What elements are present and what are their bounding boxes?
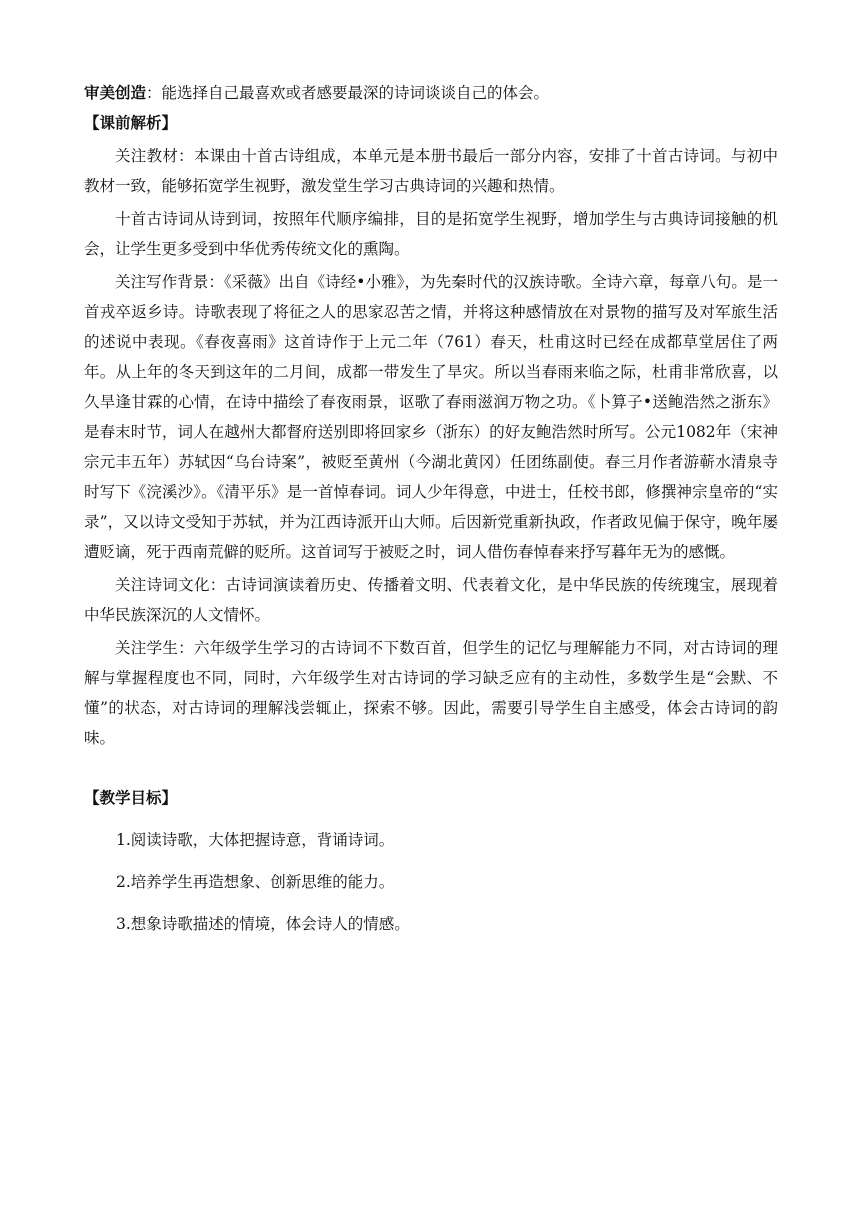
section-heading-teaching-goals: 【教学目标】	[84, 789, 178, 807]
aesthetic-creation-text: ：能选择自己最喜欢或者感要最深的诗词谈谈自己的体会。	[146, 84, 550, 102]
aesthetic-creation-label: 审美创造	[84, 84, 147, 102]
paragraph-background: 关注写作背景：《采薇》出自《诗经•小雅》，为先秦时代的汉族诗歌。全诗六章，每章八句。是一首戎卒返乡诗。诗歌表现了将征之人的思家忍苦之情，并将这种感情放在对景物的描写及对军旅生活的述说中表现。《春夜喜雨》这首诗作于上元二年（761）春天，杜甫这时已经在成都草堂居住了两年。从上年的冬天到这年的二月间，成都一带发生了旱灾。所以当春雨来临之际，杜甫非常欣喜，以久旱逢甘霖的心情，在诗中描绘了春夜雨景，讴歌了春雨滋润万物之功。《卜算子•送鲍浩然之浙东》是春末时节，词人在越州大都督府送别即将回家乡（浙东）的好友鲍浩然时所写。公元1082年（宋神宗元丰五年）苏轼因“乌台诗案”，被贬至黄州（今湖北黄冈）任团练副使。春三月作者游蕲水清泉寺时写下《浣溪沙》。《清平乐》是一首悼春词。词人少年得意，中进士，任校书郎，修撰神宗皇帝的“实录”，又以诗文受知于苏轼，并为江西诗派开山大师。后因新党重新执政，作者政见偏于保守，晚年屡遭贬谪，死于西南荒僻的贬所。这首词写于被贬之时，词人借伤春悼春来抒写暮年无为的感慨。	[84, 273, 778, 561]
section-heading-pre-lesson: 【课前解析】	[84, 114, 178, 132]
paragraph-poetry-culture: 关注诗词文化：古诗词演读着历史、传播着文明、代表着文化，是中华民族的传统瑰宝，展现着中华民族深沉的人文情怀。	[84, 576, 778, 624]
aesthetic-creation-line	[84, 78, 778, 108]
paragraph-ten-poems: 十首古诗词从诗到词，按照年代顺序编排，目的是拓宽学生视野，增加学生与古典诗词接触的机会，让学生更多受到中华优秀传统文化的熏陶。	[84, 210, 778, 258]
section-spacer	[84, 753, 778, 783]
teaching-goal-2: 2.培养学生再造想象、创新思维的能力。	[116, 873, 395, 891]
paragraph-textbook: 关注教材：本课由十首古诗组成，本单元是本册书最后一部分内容，安排了十首古诗词。与初中教材一致，能够拓宽学生视野，激发堂生学习古典诗词的兴趣和热情。	[84, 147, 778, 195]
teaching-goal-1: 1.阅读诗歌，大体把握诗意，背诵诗词。	[116, 831, 395, 849]
teaching-goal-3: 3.想象诗歌描述的情境，体会诗人的情感。	[116, 915, 410, 933]
document-content	[84, 78, 778, 939]
paragraph-students: 关注学生：六年级学生学习的古诗词不下数百首，但学生的记忆与理解能力不同，对古诗词的理解与掌握程度也不同，同时，六年级学生对古诗词的学习缺乏应有的主动性，多数学生是“会默、不懂”的状态，对古诗词的理解浅尝辄止，探索不够。因此，需要引导学生自主感受，体会古诗词的韵味。	[84, 639, 778, 747]
